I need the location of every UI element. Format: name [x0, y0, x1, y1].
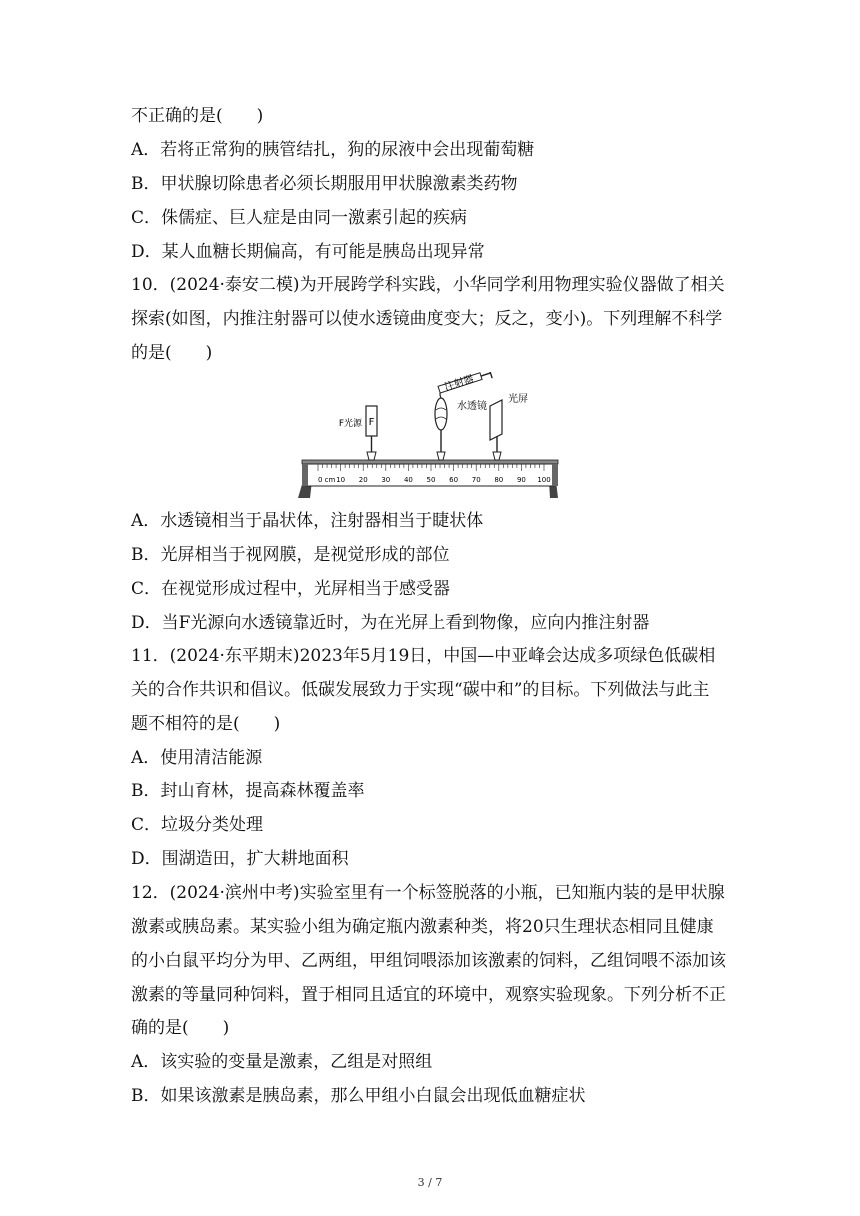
ruler-tick-label: 100	[537, 476, 551, 484]
screen-holder	[493, 452, 501, 460]
text-line: 题不相符的是( )	[131, 714, 281, 734]
option-line: D．当F光源向水透镜靠近时，为在光屏上看到物像，应向内推注射器	[131, 613, 650, 633]
ruler-tick-label: 0 cm	[318, 476, 336, 484]
syringe-label: 注射器	[443, 373, 476, 394]
ruler-tick-label: 60	[449, 476, 459, 484]
ruler-tick-label: 90	[516, 476, 526, 484]
text-line: 的小白鼠平均分为甲、乙两组，甲组饲喂添加该激素的饲料，乙组饲喂不添加该	[131, 951, 726, 971]
water-lens-label: 水透镜	[457, 401, 487, 412]
option-line: D．某人血糖长期偏高，有可能是胰岛出现异常	[131, 242, 485, 262]
text-line: 激素的等量同种饲料，置于相同且适宜的环境中，观察实验现象。下列分析不正	[131, 985, 726, 1005]
option-line: B．光屏相当于视网膜，是视觉形成的部位	[131, 545, 450, 565]
text-line: 探索(如图，内推注射器可以使水透镜曲度变大；反之，变小)。下列理解不科学	[131, 309, 723, 329]
optics-bench-diagram	[288, 372, 568, 502]
text-line: 关的合作共识和倡议。低碳发展致力于实现“碳中和”的目标。下列做法与此主	[131, 680, 710, 700]
ruler-tick-label: 40	[403, 476, 413, 484]
option-line: A．若将正常狗的胰管结扎，狗的尿液中会出现葡萄糖	[131, 140, 535, 160]
rail-right-end	[552, 464, 558, 486]
option-line: C．垃圾分类处理	[131, 815, 264, 835]
ruler-tick-label: 10	[336, 476, 346, 484]
text-line: 确的是( )	[131, 1018, 230, 1038]
question-10-text: 10．(2024·泰安二模)为开展跨学科实践，小华同学利用物理实验仪器做了相关	[131, 275, 725, 295]
option-line: B．封山育林，提高森林覆盖率	[131, 781, 365, 801]
screen-panel	[490, 400, 502, 440]
page-number: 3 / 7	[417, 1176, 443, 1189]
option-line: C．在视觉形成过程中，光屏相当于感受器	[131, 579, 451, 599]
rail-left-end	[302, 464, 308, 486]
f-source-letter: F	[368, 417, 375, 428]
text-line: 不正确的是( )	[131, 106, 264, 126]
water-lens-holder	[437, 452, 445, 460]
option-line: A．该实验的变量是激素，乙组是对照组	[131, 1052, 433, 1072]
option-line: A．水透镜相当于晶状体，注射器相当于睫状体	[131, 511, 484, 531]
ruler-tick-label: 80	[494, 476, 504, 484]
text-line: 激素或胰岛素。某实验小组为确定瓶内激素种类，将20只生理状态相同且健康	[131, 917, 714, 937]
ruler-tick-label: 20	[358, 476, 368, 484]
option-line: C．侏儒症、巨人症是由同一激素引起的疾病	[131, 208, 468, 228]
f-source-holder	[367, 452, 376, 460]
option-line: A．使用清洁能源	[131, 748, 263, 768]
optics-figure	[288, 372, 568, 502]
question-11-text: 11．(2024·东平期末)2023年5月19日，中国—中亚峰会达成多项绿色低碳相	[131, 646, 716, 666]
f-source-label: F光源	[338, 419, 362, 429]
option-line: D．围湖造田，扩大耕地面积	[131, 849, 349, 869]
ruler-tick-label: 70	[471, 476, 481, 484]
text-line: 的是( )	[131, 343, 213, 363]
screen-label: 光屏	[508, 394, 528, 405]
question-12-text: 12．(2024·滨州中考)实验室里有一个标签脱落的小瓶，已知瓶内装的是甲状腺	[131, 883, 725, 903]
ruler-tick-label: 50	[426, 476, 436, 484]
option-line: B．甲状腺切除患者必须长期服用甲状腺激素类药物	[131, 174, 518, 194]
option-line: B．如果该激素是胰岛素，那么甲组小白鼠会出现低血糖症状	[131, 1086, 586, 1106]
water-lens-body	[435, 398, 447, 430]
rail-top	[302, 460, 558, 464]
ruler-tick-label: 30	[381, 476, 391, 484]
